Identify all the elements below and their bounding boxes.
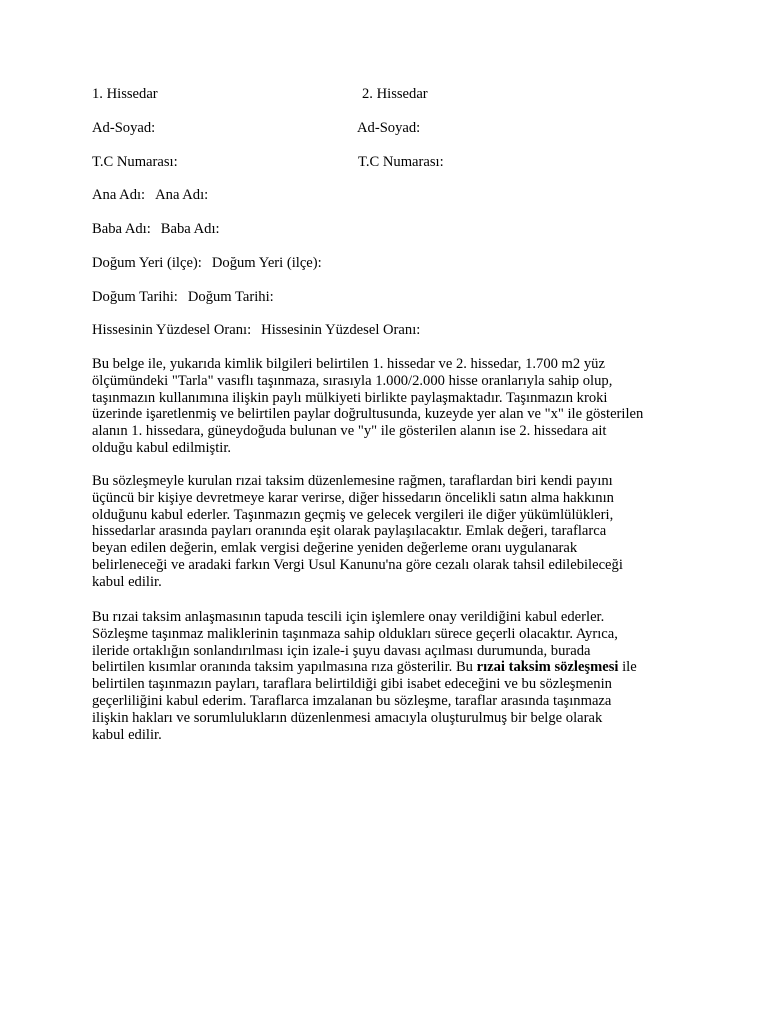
emphasized-term: rızai taksim sözleşmesi [476,659,619,676]
shareholder-2-title: 2. Hissedar [362,86,428,102]
paragraph-ownership [92,356,682,457]
birth-date-row [92,289,274,306]
shareholder-2-tc-label: T.C Numarası: [358,154,444,170]
paragraph-line: ölçümündeki "Tarla" vasıflı taşınmaza, sırasıyla 1.000/2.000 hisse oranlarıyla sahip olup, [92,372,613,389]
paragraph-line: taşınmazın kullanımına ilişkin paylı mülkiyeti birlikte paylaşmaktadır. Taşınmazın kroki [92,389,608,406]
share-ratio-label-1: Hissesinin Yüzdesel Oranı: [92,322,252,338]
father-name-label-1: Baba Adı: [92,221,151,237]
paragraph-line: Bu rızai taksim anlaşmasının tapuda tescili için işlemlere onay verildiğini kabul ederler. [92,609,605,625]
share-ratio-row [92,322,420,339]
paragraph-text: belirtilen kısımlar oranında taksim yapılmasına rıza gösterilir. Bu [92,659,477,676]
paragraph-line: ilişkin hakları ve sorumlulukların düzenlenmesi amacıyla oluşturulmuş bir belge olarak [92,709,603,726]
paragraph-line: kabul edilir. [92,726,162,743]
father-name-label-2: Baba Adı: [160,221,220,237]
father-name-row [92,221,220,238]
birth-place-label-1: Doğum Yeri (ilçe): [92,255,202,271]
paragraph-line-with-emphasis [92,659,682,676]
paragraph-line: olduğunu kabul ederler. Taşınmazın geçmiş ve gelecek vergileri ile diğer yükümlülükleri, [92,506,614,523]
birth-date-label-2: Doğum Tarihi: [187,289,274,305]
paragraph-line: belirleneceği ve aradaki farkın Vergi Usul Kanunu'na göre cezalı olarak tahsil edilebileceği [92,556,623,573]
mother-name-row [92,187,208,204]
paragraph-line: Bu belge ile, yukarıda kimlik bilgileri belirtilen 1. hissedar ve 2. hissedar, 1.700 m2 yüz [92,356,605,372]
share-ratio-label-2: Hissesinin Yüzdesel Oranı: [261,322,421,338]
paragraph-line: kabul edilir. [92,573,162,590]
mother-name-label-1: Ana Adı: [92,187,146,203]
paragraph-line: Sözleşme taşınmaz maliklerinin taşınmaza sahip oldukları sürece geçerli olacaktır. Ayrıca, [92,625,618,642]
shareholder-1-name-label: Ad-Soyad: [92,120,156,136]
shareholder-1-title: 1. Hissedar [92,86,158,102]
paragraph-line: hissedarlar arasında payları oranında eşit olarak paylaşılacaktır. Emlak değeri, taraflarca [92,523,607,540]
paragraph-line: üçüncü bir kişiye devretmeye karar verirse, diğer hissedarın öncelikli satın alma hakkının [92,489,614,506]
paragraph-line: belirtilen taşınmazın payları, taraflara belirtildiği gibi isabet edeceğini ve bu sözleşmenin [92,676,612,693]
paragraph-obligations [92,473,682,591]
birth-place-label-2: Doğum Yeri (ilçe): [211,255,322,271]
paragraph-line: Bu sözleşmeyle kurulan rızai taksim düzenlemesine rağmen, taraflardan biri kendi payını [92,473,613,489]
paragraph-text: ile [618,659,637,676]
paragraph-registration [92,609,682,743]
paragraph-line: alanın 1. hissedara, güneydoğuda bulunan ve "y" ile gösterilen alanın ise 2. hissedara ait [92,423,607,440]
mother-name-label-2: Ana Adı: [155,187,209,203]
shareholder-1-tc-label: T.C Numarası: [92,154,178,170]
paragraph-line: ileride ortaklığın sonlandırılması için izale-i şuyu davası açılması durumunda, burada [92,642,591,659]
shareholder-2-name-label: Ad-Soyad: [357,120,421,136]
birth-date-label-1: Doğum Tarihi: [92,289,178,305]
paragraph-line: beyan edilen değerin, emlak vergisi değerine yeniden değerleme oranı uygulanarak [92,540,578,557]
paragraph-line: geçerliliğini kabul ederim. Taraflarca imzalanan bu sözleşme, taraflar arasında taşınmaza [92,692,612,709]
paragraph-line: üzerinde işaretlenmiş ve belirtilen paylar doğrultusunda, kuzeyde yer alan ve "x" ile gösterilen [92,406,644,423]
paragraph-line: olduğu kabul edilmiştir. [92,439,232,456]
birth-place-row [92,255,322,272]
